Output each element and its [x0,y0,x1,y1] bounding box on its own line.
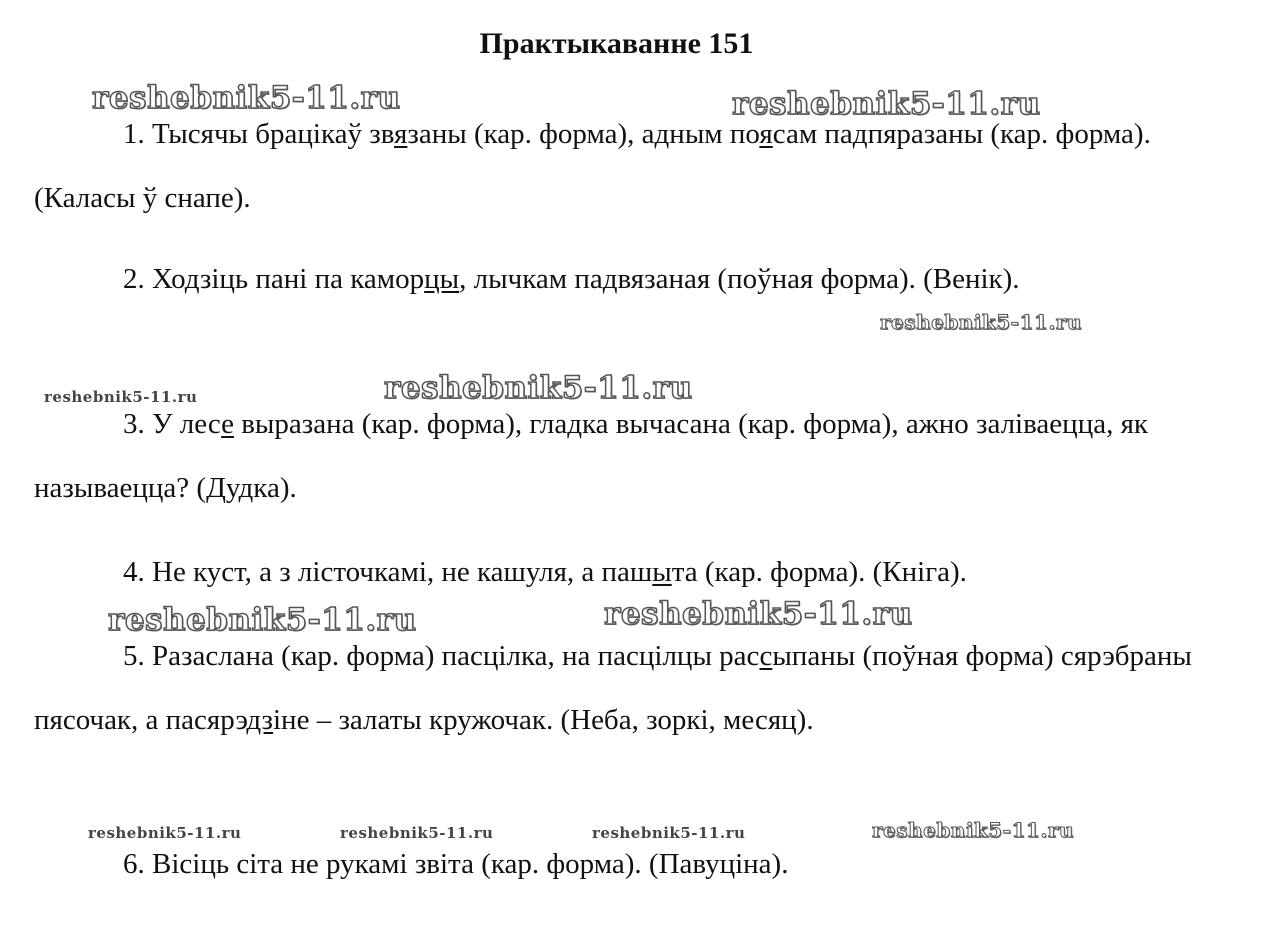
exercise-item-1 [34,102,1224,230]
text-segment: выразана (кар. форма), гла [233,408,568,440]
text-segment: іне – залаты кружочак. (Неба, зоркі, месяц). [273,704,814,736]
watermark: reshebnik5-11.ru [384,370,693,406]
text-segment: сам падпяразаны (кар. форма). (Каласы ў снапе). [34,118,1151,214]
exercise-item-4 [34,540,1224,604]
watermark: reshebnik5-11.ru [604,596,913,632]
text-segment: 5. Разаслана (кар. форма) пасцілка, на пасцілцы рас [123,640,760,672]
watermark: reshebnik5-11.ru [92,80,401,116]
page-title: Практыкаванне 151 [479,27,754,60]
watermark: reshebnik5-11.ru [592,824,746,842]
underlined-letter: д [238,472,254,504]
underlined-letter: д [567,408,582,440]
exercise-item-3 [34,392,1224,520]
underlined-letter: ы [652,556,672,588]
text-segment: 1. Тысячы брацікаў зв [123,118,395,150]
text-segment: 3. У лес [123,408,222,440]
text-segment: 4. Не куст, а з лісточкамі, не кашуля, а паш [123,556,653,588]
text-segment: ыпаны (поўная форма) сярэбраны пясочак, а пасярэ [34,640,1192,736]
exercise-item-2 [34,247,1224,311]
watermark: reshebnik5-11.ru [108,602,417,638]
text-segment: 6. Вісіць сіта не рукамі звіта (кар. форма). (Павуціна). [123,848,789,880]
text-segment: та (кар. форма). (Кніга). [671,556,967,588]
watermark: reshebnik5-11.ru [44,388,198,406]
watermark: reshebnik5-11.ru [732,86,1041,122]
underlined-letter: е [221,408,234,440]
underlined-letter: я [759,118,773,150]
watermark: reshebnik5-11.ru [340,824,494,842]
text-segment: ка). [253,472,297,504]
exercise-item-5 [34,624,1224,752]
text-segment: ка вычасана (кар. форма), ажно заліваецца, як называецца? (Ду [34,408,1149,504]
text-segment: , лычкам падвязаная (поўная форма). (Венік). [459,263,1020,295]
watermark: reshebnik5-11.ru [872,818,1074,842]
text-segment: заны (кар. форма), адным по [407,118,760,150]
underlined-letter: я [394,118,408,150]
underlined-letter: с [759,640,773,672]
watermark: reshebnik5-11.ru [88,824,242,842]
underlined-letter: дз [246,704,273,736]
watermark: reshebnik5-11.ru [880,310,1082,334]
underlined-letter: цы [424,263,460,295]
text-segment: 2. Ходзіць пані па камор [123,263,425,295]
